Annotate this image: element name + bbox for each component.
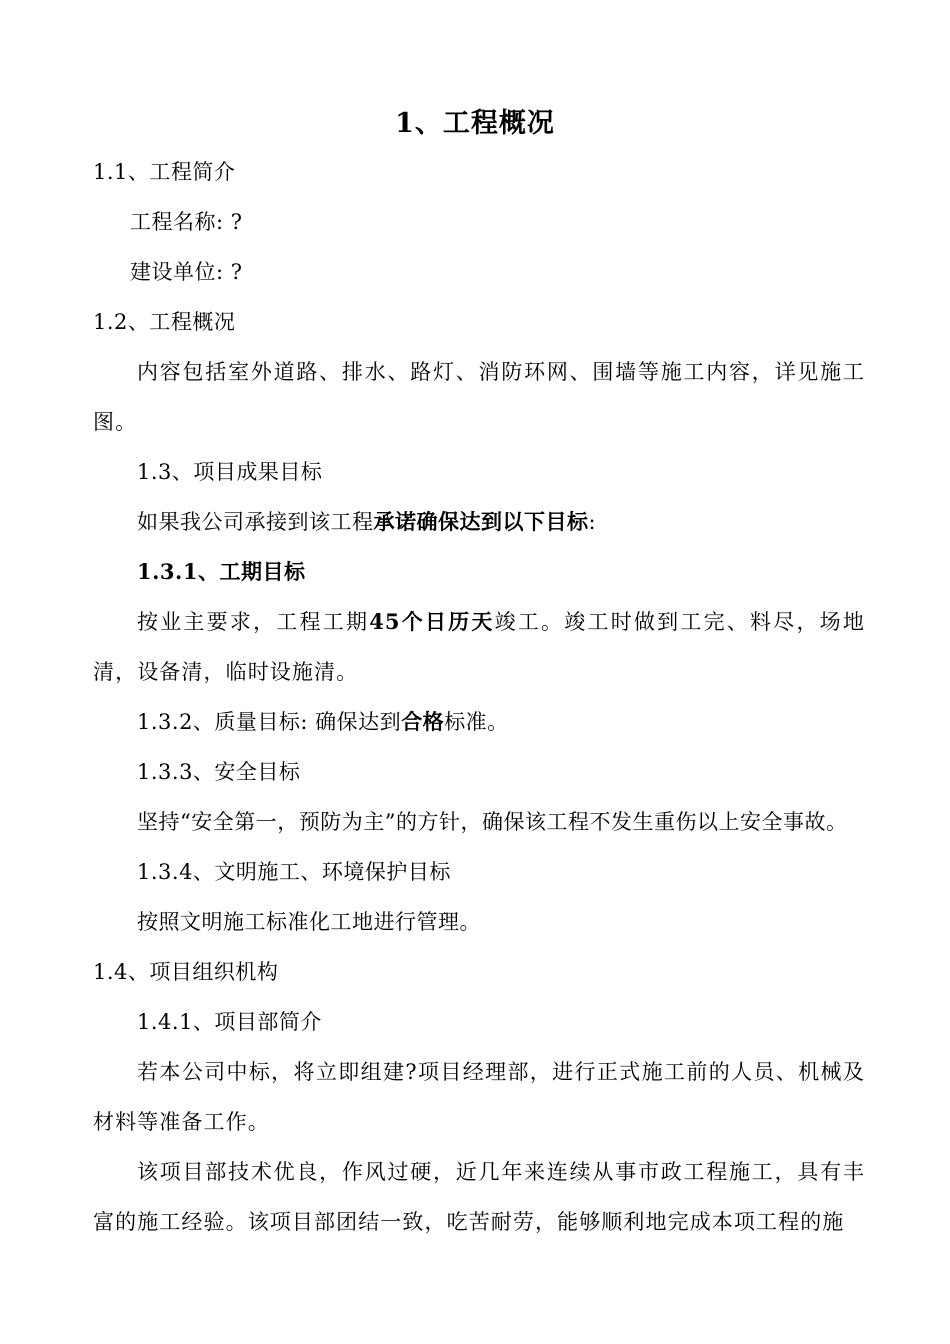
section-heading-1-3-2 [137, 708, 509, 736]
section-heading-1-2: 1.2、工程概况 [93, 310, 236, 334]
quality-prefix: 1.3.2、质量目标: 确保达到 [137, 710, 402, 734]
commitment-emphasis: 承诺确保达到以下目标 [373, 509, 589, 534]
civil-construction-line: 按照文明施工标准化工地进行管理。 [137, 910, 481, 934]
overview-paragraph: 内容包括室外道路、排水、路灯、消防环网、围墙等施工内容，详见施工图。 [93, 360, 865, 434]
client-line: 建设单位: ? [130, 260, 243, 284]
schedule-suffix: 竣工。竣工时做到工完、料尽，场地清，设备清，临时设施清。 [93, 610, 865, 684]
section-heading-1-1: 1.1、工程简介 [93, 160, 236, 184]
section-heading-1-3-3: 1.3.3、安全目标 [137, 760, 301, 784]
organization-paragraph-1: 若本公司中标，将立即组建?项目经理部，进行正式施工前的人员、机械及材料等准备工作。 [93, 1060, 865, 1134]
document-title: 1、工程概况 [395, 108, 555, 139]
project-name-line: 工程名称: ? [130, 210, 243, 234]
schedule-paragraph [93, 597, 865, 697]
section-heading-1-3: 1.3、项目成果目标 [137, 460, 323, 484]
section-heading-1-4-1: 1.4.1、项目部简介 [137, 1010, 322, 1034]
commitment-prefix: 如果我公司承接到该工程 [137, 510, 374, 534]
safety-line: 坚持“安全第一，预防为主”的方针，确保该工程不发生重伤以上安全事故。 [137, 810, 848, 834]
quality-emphasis: 合格 [401, 709, 445, 734]
schedule-prefix: 按业主要求，工程工期 [137, 610, 370, 634]
quality-suffix: 标准。 [444, 710, 509, 734]
section-heading-1-3-1: 1.3.1、工期目标 [137, 559, 306, 584]
schedule-emphasis: 45个日历天 [369, 609, 495, 634]
section-heading-1-3-4: 1.3.4、文明施工、环境保护目标 [137, 860, 451, 884]
organization-paragraph-2: 该项目部技术优良，作风过硬，近几年来连续从事市政工程施工，具有丰富的施工经验。该项目部团结一致，吃苦耐劳，能够顺利地完成本项工程的施 [93, 1160, 865, 1234]
commitment-suffix: : [588, 510, 597, 534]
commitment-line [137, 508, 596, 536]
section-heading-1-4: 1.4、项目组织机构 [93, 960, 279, 984]
